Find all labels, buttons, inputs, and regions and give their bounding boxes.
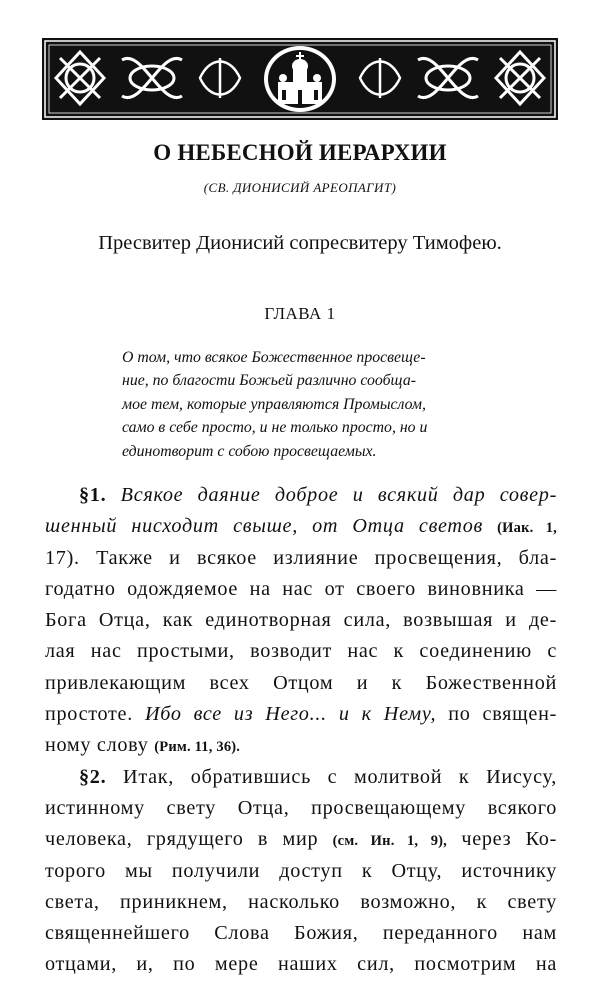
summary-line: ние, по благости Божьей различно сообща- — [122, 372, 417, 390]
text-line — [45, 511, 557, 542]
text-fragment: через Ко- — [461, 828, 558, 851]
summary-line: О том, что всякое Божественное просвеще- — [122, 349, 426, 366]
dedication-line: Пресвитер Дионисий сопресвитеру Тимофею. — [98, 232, 502, 254]
text-line: 17). Также и всякое излияние просвещения, бла- — [45, 546, 557, 569]
text-fragment: Итак, обратившись с молитвой к Иисусу, — [123, 765, 557, 788]
chapter-heading: ГЛАВА 1 — [264, 304, 336, 323]
summary-line: единотворит с собою просвещаемых. — [122, 442, 377, 460]
text-fragment: ному слову — [45, 734, 149, 757]
body-text — [45, 480, 557, 981]
text-line: годатно одождяемое на нас от своего виновника — — [45, 577, 557, 600]
scripture-quote: Ибо все из Него... и к Нему, — [144, 703, 437, 726]
text-line: отцами, и, по мере наших сил, посмотрим на — [45, 953, 557, 976]
scripture-reference: (Иак. 1, — [497, 520, 557, 537]
summary-line: само в себе просто, и не только просто, но и — [122, 419, 428, 437]
text-line — [45, 699, 557, 730]
section-number: §2. — [79, 765, 107, 788]
text-line: священнейшего Слова Божия, переданного нам — [45, 922, 557, 945]
scripture-reference: (Рим. 11, 36). — [154, 739, 241, 756]
text-line: торого мы получили доступ к Отцу, источнику — [45, 859, 557, 882]
text-line — [45, 762, 557, 793]
text-line: Бога Отца, как единотворная сила, возвышая и де- — [45, 609, 557, 632]
ornamental-header-band — [42, 38, 558, 120]
text-fragment: простоте. — [45, 703, 133, 726]
text-line — [45, 480, 557, 511]
text-fragment: по священ- — [448, 703, 557, 726]
text-line — [45, 824, 557, 855]
text-line: света, приникнем, насколько возможно, к свету — [45, 890, 557, 913]
text-line: истинному свету Отца, просвещающему всякого — [45, 796, 557, 819]
text-line: лая нас простыми, возводит нас к соединению с — [45, 640, 557, 663]
text-fragment: человека, грядущего в мир — [45, 828, 319, 851]
section-number: §1. — [79, 484, 107, 506]
scripture-quote: Всякое даяние доброе и всякий дар совер- — [120, 484, 557, 506]
text-line: привлекающим всех Отцом и к Божественной — [45, 671, 557, 694]
page-title: О НЕБЕСНОЙ ИЕРАРХИИ — [153, 140, 447, 165]
chapter-summary — [122, 346, 512, 463]
scripture-quote: шенный нисходит свыше, от Отца светов — [45, 515, 483, 538]
scripture-reference: (см. Ин. 1, 9), — [332, 833, 447, 850]
summary-line: мое тем, которые управляются Промыслом, — [122, 395, 426, 413]
author-subtitle: (СВ. ДИОНИСИЙ АРЕОПАГИТ) — [203, 180, 397, 195]
cathedral-icon — [264, 46, 336, 112]
text-line — [45, 730, 557, 761]
